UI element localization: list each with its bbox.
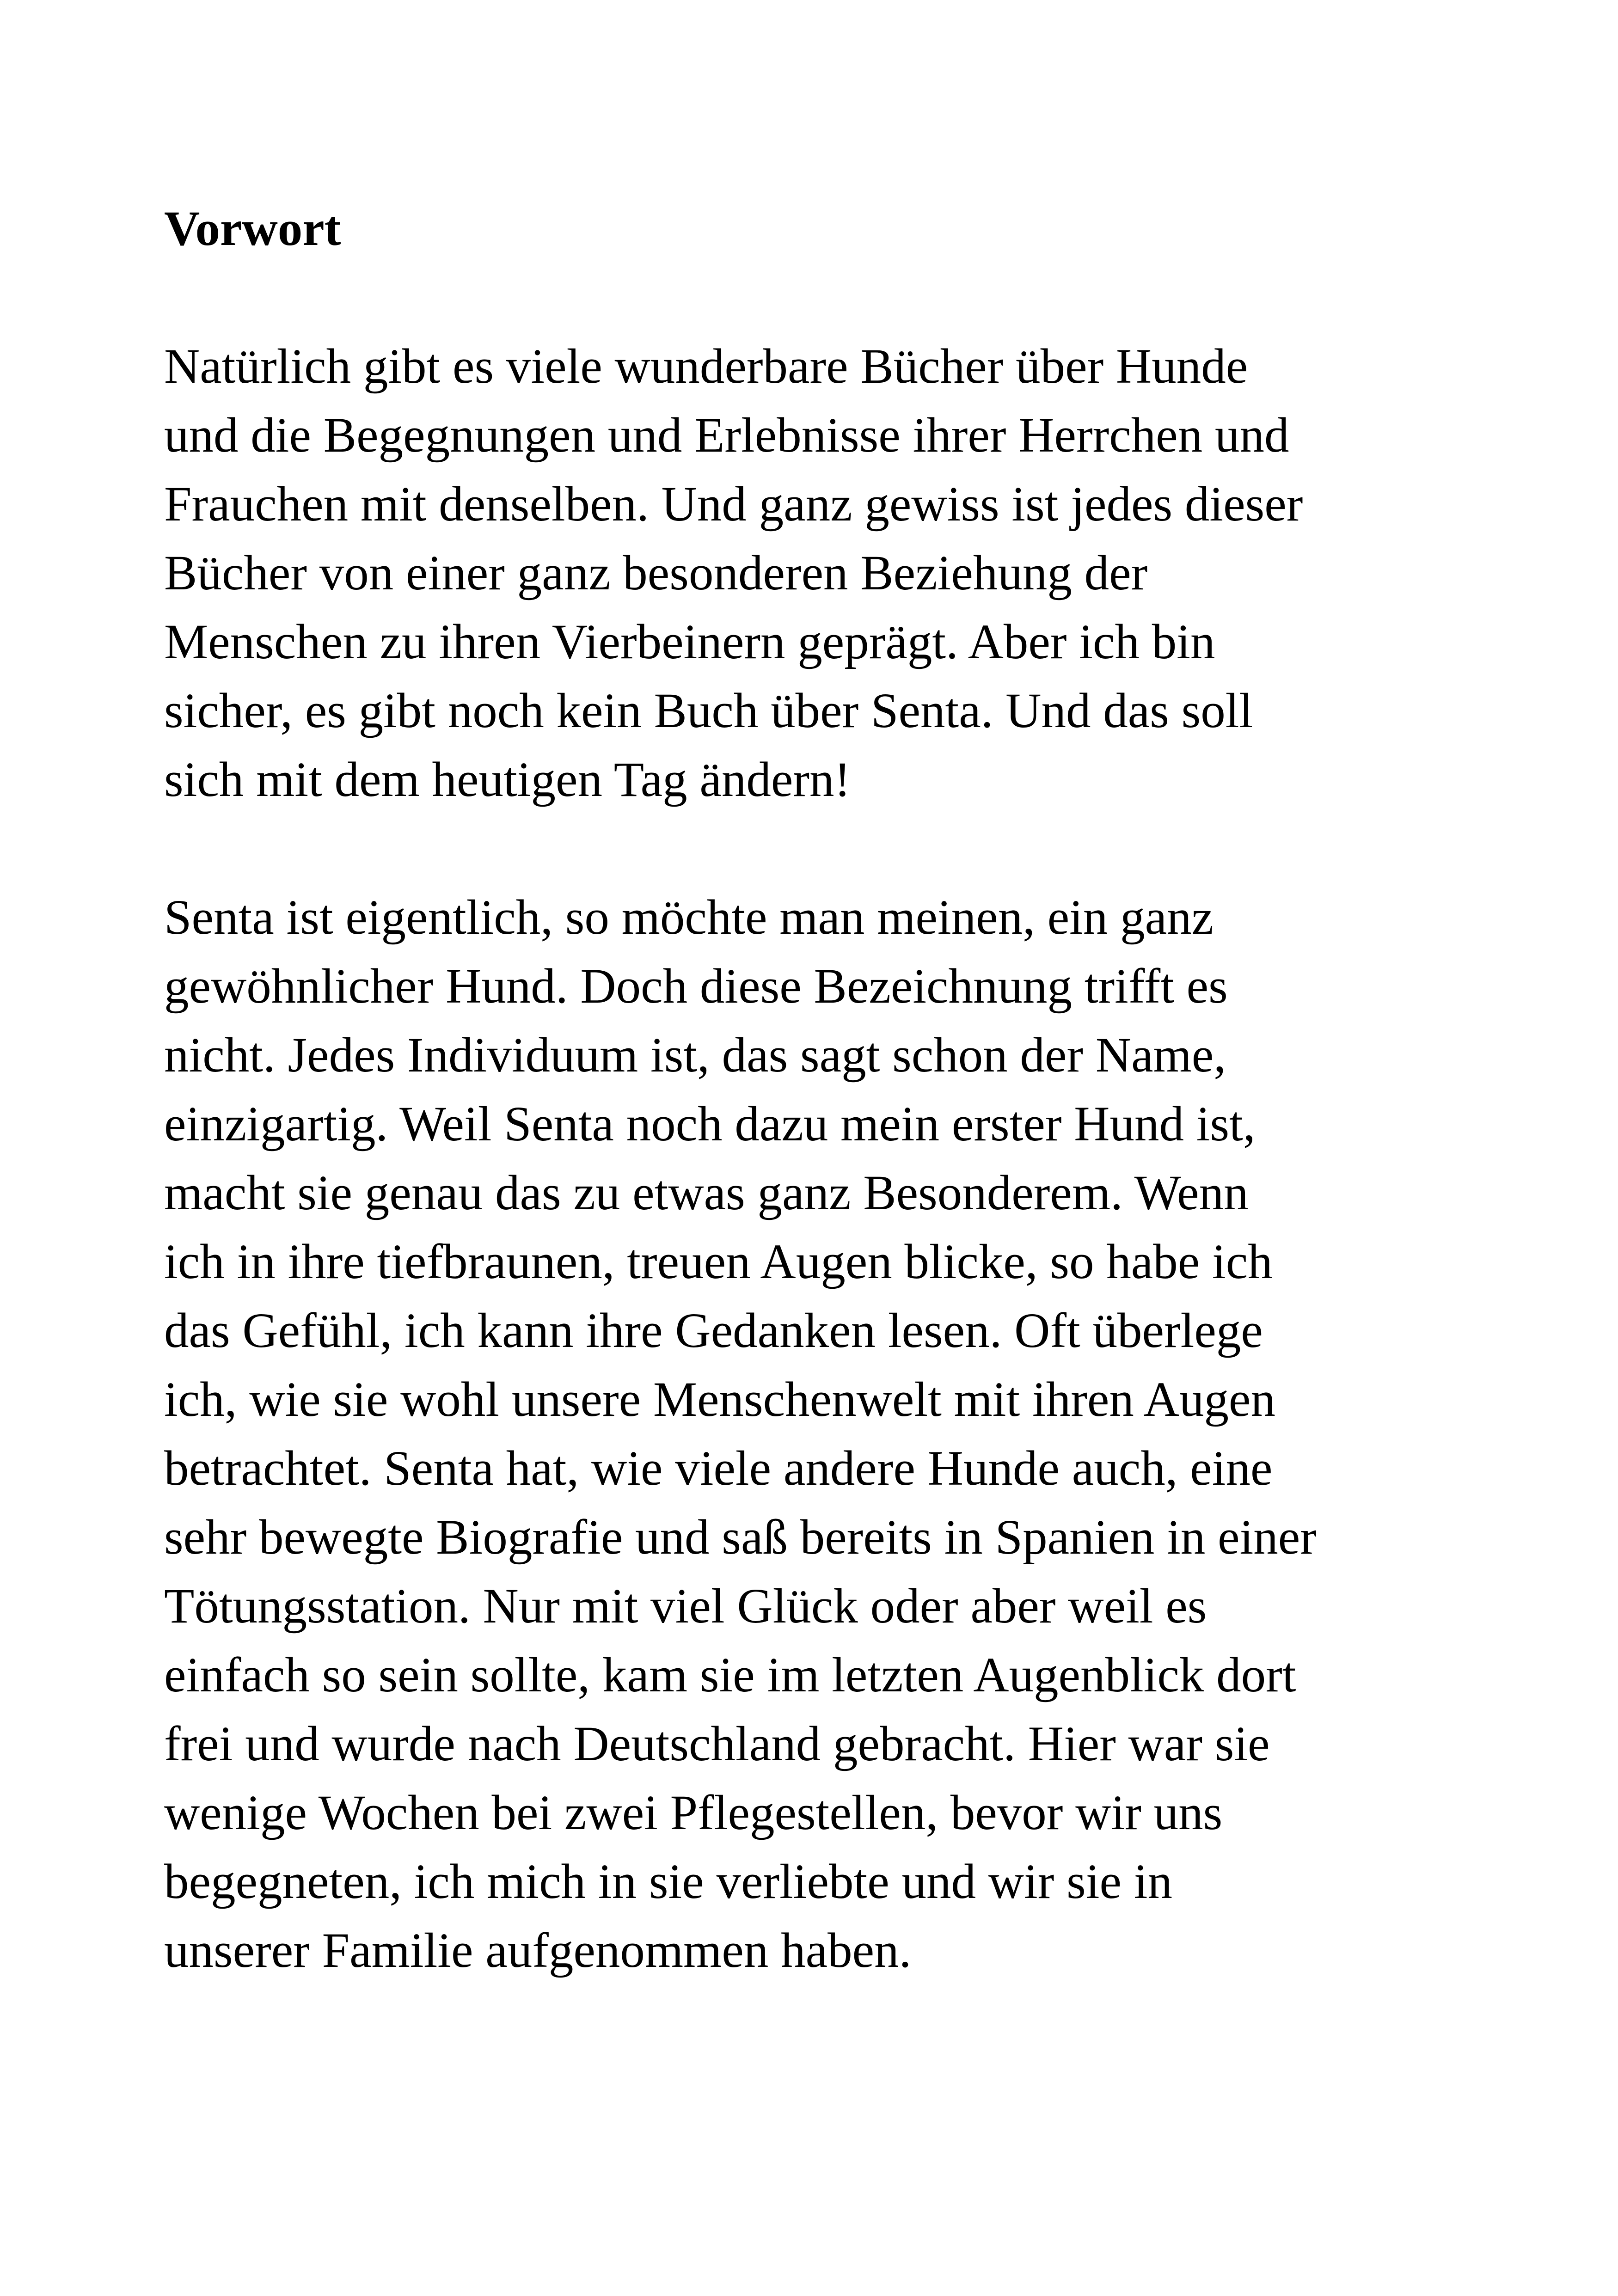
text-line: Frauchen mit denselben. Und ganz gewiss ist jedes dieser [164,477,1303,532]
page-title: Vorwort [164,202,341,256]
text-line: Menschen zu ihren Vierbeinern geprägt. Aber ich bin [164,615,1215,669]
text-line: das Gefühl, ich kann ihre Gedanken lesen. Oft überlege [164,1304,1263,1358]
page-content [164,194,1482,1985]
text-line: sicher, es gibt noch kein Buch über Senta. Und das soll [164,684,1253,738]
text-line: frei und wurde nach Deutschland gebracht. Hier war sie [164,1717,1270,1771]
text-line: Natürlich gibt es viele wunderbare Bücher über Hunde [164,339,1248,394]
text-line: Senta ist eigentlich, so möchte man meinen, ein ganz [164,890,1214,945]
text-line: gewöhnlicher Hund. Doch diese Bezeichnung trifft es [164,959,1228,1014]
text-line: ich, wie sie wohl unsere Menschenwelt mit ihren Augen [164,1372,1275,1427]
text-line: einzigartig. Weil Senta noch dazu mein erster Hund ist, [164,1097,1256,1151]
text-line: unserer Familie aufgenommen haben. [164,1923,912,1978]
text-line: ich in ihre tiefbraunen, treuen Augen blicke, so habe ich [164,1235,1273,1289]
text-line: nicht. Jedes Individuum ist, das sagt schon der Name, [164,1028,1226,1083]
text-line: und die Begegnungen und Erlebnisse ihrer Herrchen und [164,408,1289,463]
text-line: wenige Wochen bei zwei Pflegestellen, bevor wir uns [164,1786,1223,1840]
paragraph-1 [164,332,1482,814]
text-line: begegneten, ich mich in sie verliebte und wir sie in [164,1855,1172,1909]
text-line: Bücher von einer ganz besonderen Beziehung der [164,546,1148,600]
text-line: einfach so sein sollte, kam sie im letzten Augenblick dort [164,1648,1296,1702]
text-line: sehr bewegte Biografie und saß bereits in Spanien in einer [164,1510,1317,1565]
paragraph-2 [164,883,1482,1985]
paragraph-spacer [164,814,1482,883]
heading-spacer [164,263,1482,332]
text-line: Tötungsstation. Nur mit viel Glück oder aber weil es [164,1579,1207,1634]
text-line: sich mit dem heutigen Tag ändern! [164,753,851,807]
text-line: macht sie genau das zu etwas ganz Besonderem. Wenn [164,1166,1249,1220]
text-line: betrachtet. Senta hat, wie viele andere Hunde auch, eine [164,1441,1273,1496]
